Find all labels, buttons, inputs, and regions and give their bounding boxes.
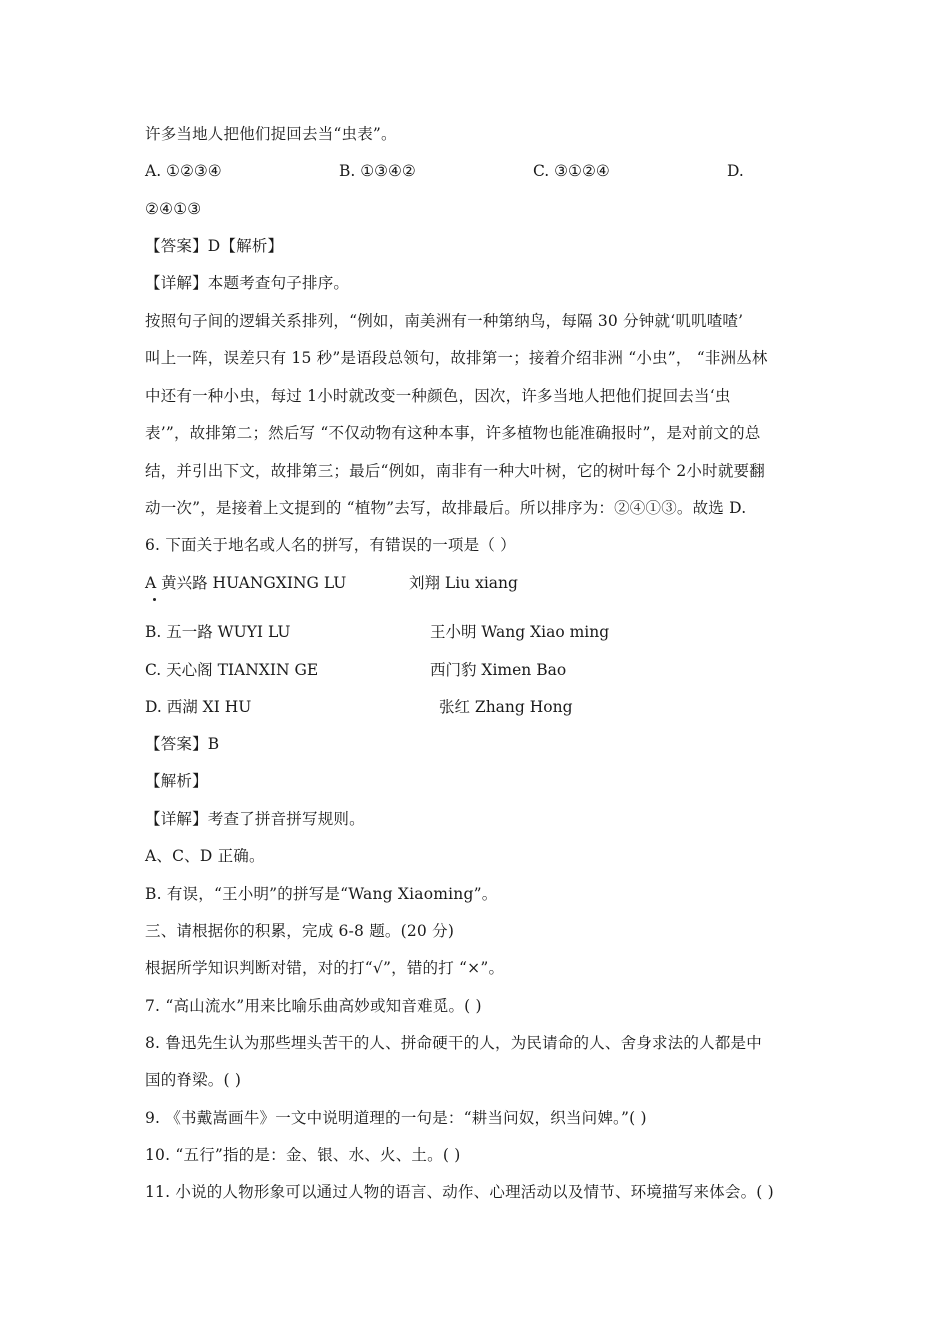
- q5-explanation-line: 动一次”，是接着上文提到的 “植物”去写，故排最后。所以排序为：②④①③。故选 D.: [145, 499, 747, 517]
- q6-option-d-name: 张红 Zhang Hong: [439, 698, 573, 716]
- question-8-line-2: 国的脊梁。( ): [145, 1071, 242, 1089]
- q5-option-d: D.: [727, 162, 744, 180]
- q6-answer: 【答案】B: [145, 735, 220, 753]
- q5-option-d-continued: ②④①③: [145, 200, 202, 218]
- q6-option-b-name: 王小明 Wang Xiao ming: [430, 623, 610, 641]
- question-7: 7. “高山流水”用来比喻乐曲高妙或知音难觅。( ): [145, 997, 482, 1015]
- question-11: 11. 小说的人物形象可以通过人物的语言、动作、心理活动以及情节、环境描写来体会。( ): [145, 1183, 774, 1201]
- q6-title: 6. 下面关于地名或人名的拼写，有错误的一项是（ ）: [145, 536, 516, 554]
- q5-option-b: B. ①③④②: [339, 162, 416, 180]
- q6-acd-note: A、C、D 正确。: [145, 847, 265, 865]
- q5-detail: 【详解】本题考查句子排序。: [145, 274, 350, 292]
- q6-b-note: B. 有误，“王小明”的拼写是“Wang Xiaoming”。: [145, 885, 498, 903]
- text-line: 许多当地人把他们捉回去当“虫表”。: [145, 125, 397, 143]
- q5-explanation-line: 结，并引出下文，故排第三；最后“例如，南非有一种大叶树，它的树叶每个 2小时就要翻: [145, 462, 765, 480]
- q5-explanation-line: 表’”，故排第二；然后写 “不仅动物有这种本事，许多植物也能准确报时”，是对前文的总: [145, 424, 761, 442]
- q5-answer: 【答案】D【解析】: [145, 237, 284, 255]
- bullet-dot: [153, 598, 156, 601]
- question-9: 9. 《书戴嵩画牛》一文中说明道理的一句是：“耕当问奴，织当问婢。”( ): [145, 1109, 647, 1127]
- q6-analysis: 【解析】: [145, 772, 208, 790]
- q5-explanation-line: 中还有一种小虫，每过 1小时就改变一种颜色，因次，许多当地人把他们捉回去当‘虫: [145, 387, 731, 405]
- section-3-instruction: 根据所学知识判断对错，对的打“√”，错的打 “×”。: [145, 959, 505, 977]
- question-8-line-1: 8. 鲁迅先生认为那些埋头苦干的人、拼命硬干的人，为民请命的人、舍身求法的人都是中: [145, 1034, 762, 1052]
- q5-explanation-line: 叫上一阵，误差只有 15 秒”是语段总领句，故排第一；接着介绍非洲 “小虫”， “非洲丛林: [145, 349, 768, 367]
- q6-detail: 【详解】考查了拼音拼写规则。: [145, 810, 365, 828]
- q5-explanation-line: 按照句子间的逻辑关系排列，“例如，南美洲有一种第纳鸟，每隔 30 分钟就‘叽叽喳喳’: [145, 312, 744, 330]
- q5-option-c: C. ③①②④: [533, 162, 610, 180]
- q6-option-a-name: 刘翔 Liu xiang: [409, 574, 518, 592]
- q6-option-a-place: A 黄兴路 HUANGXING LU: [145, 574, 347, 592]
- q6-option-d-place: D. 西湖 XI HU: [145, 698, 252, 716]
- q6-option-c-name: 西门豹 Ximen Bao: [430, 661, 567, 679]
- question-10: 10. “五行”指的是：金、银、水、火、土。( ): [145, 1146, 461, 1164]
- q6-option-b-place: B. 五一路 WUYI LU: [145, 623, 291, 641]
- section-3-title: 三、请根据你的积累，完成 6-8 题。(20 分): [145, 922, 455, 940]
- q6-option-c-place: C. 天心阁 TIANXIN GE: [145, 661, 319, 679]
- q5-option-a: A. ①②③④: [145, 162, 222, 180]
